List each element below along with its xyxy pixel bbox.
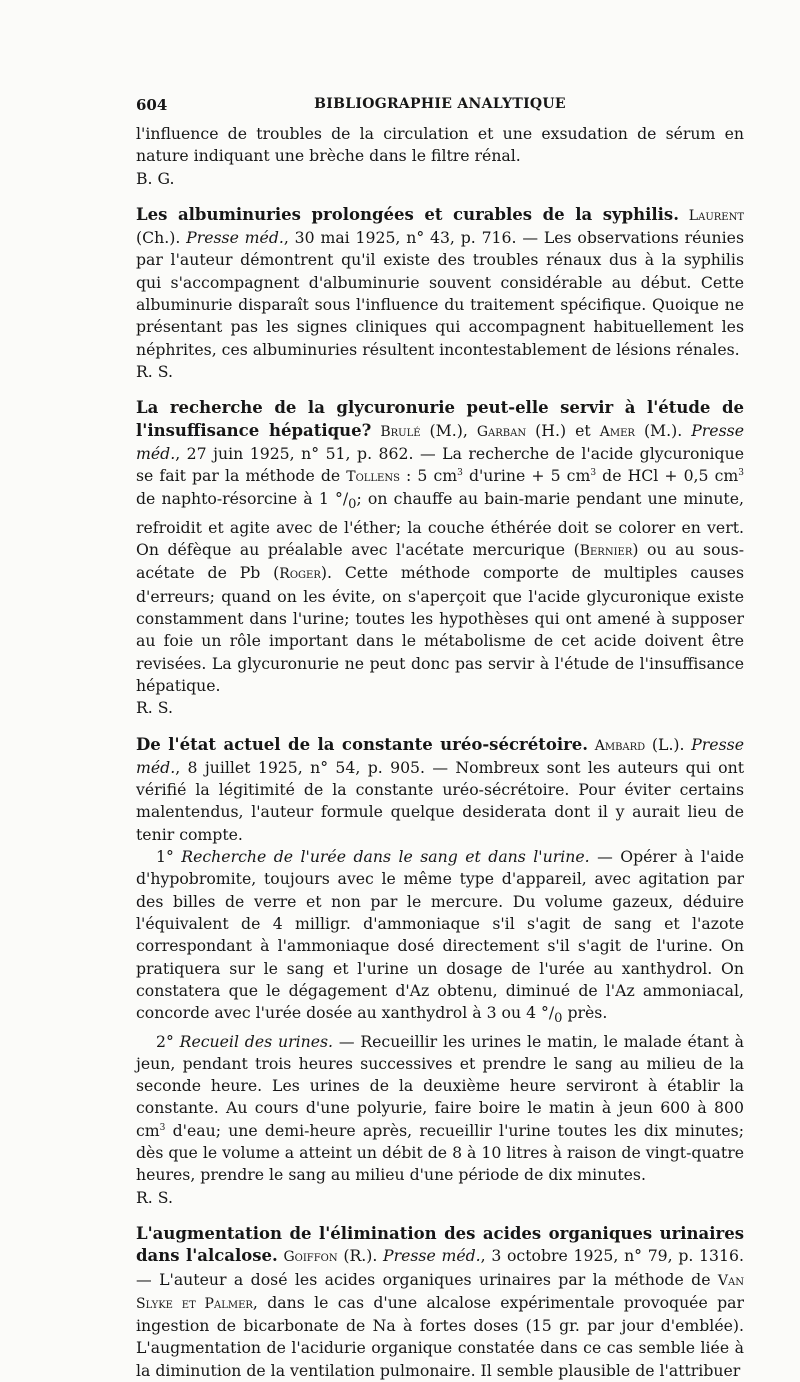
- author-name: Ambard: [594, 737, 646, 754]
- reference: , 3 octobre 1925, n° 79, p. 1316.: [480, 1246, 744, 1266]
- article-title: Les albuminuries prolongées et curables de la syphilis.: [136, 204, 679, 224]
- article-glycuronurie: La recherche de la glycuronurie peut-elle servir à l'étude de l'insuffisance hépatique? Brulé (M.), Garban (H.) et Amer (M.). Presse méd., 27 juin 1925, n° 51, p. 862. — La recherche de l'acide glycuronique se fait par la méthode de Tollens : 5 $cm^3$ d'urine + 5 $cm^3$ de HCl + 0,5 $cm^3$ de naphto-résorcine à 1 $^\circ/_0$; on chauffe au bain-marie pendant une minute, refroidit et agite avec de l'éther; la couche éthérée doit se colorer en vert. On défèque au préalable avec l'acétate mercurique (Bernier) ou au sous-acétate de Pb (Roger). Cette méthode comporte de multiples causes d'erreurs; quand on les évite, on s'aperçoit que l'acide glycuronique existe constamment dans l'urine; toutes les hypothèses qui ont amené à supposer au foie un rôle important dans le métabolisme de cet acide doivent être revisées. La glycuronurie ne peut donc pas servir à l'étude de l'insuffisance hépatique. R. S.: [136, 397, 744, 719]
- author-name: Brulé: [380, 423, 421, 440]
- article-constante: De l'état actuel de la constante uréo-sécrétoire. Ambard (L.). Presse méd., 8 juillet 1925, n° 54, p. 905. — Nombreux sont les auteurs qui ont vérifié la légitimité de la constante uréo-sécrétoire. Pour éviter certains malentendus, l'auteur formule quelque desiderata dont il y aurait lieu de tenir compte. 1° Recherche de l'urée dans le sang et dans l'urine. — Opérer à l'aide d'hypobromite, toujours avec le même type d'appareil, avec agitation par des billes de verre et non par le mercure. Du volume gazeux, déduire l'équivalent de 4 milligr. d'ammoniaque s'il s'agit de sang et l'azote correspondant à l'ammoniaque dosé directement s'il s'agit de l'urine. On pratiquera sur le sang et l'urine un dosage de l'urée au xanthydrol. On constatera que le dégagement d'Az obtenu, diminué de l'Az ammoniacal, concorde avec l'urée dosée au xanthydrol à 3 ou 4 $^\circ/_0$ près. 2° Recueil des urines. — Recueillir les urines le matin, le malade étant à jeun, pendant trois heures successives et prendre le sang au milieu de la seconde heure. Les urines de la deuxième heure serviront à établir la constante. Au cours d'une polyurie, faire boire le matin à jeun 600 à 800 $cm^3$ d'eau; une demi-heure après, recueillir l'urine toutes les dix minutes; dès que le volume a atteint un débit de 8 à 10 litres à raison de vingt-quatre heures, prendre le sang au milieu d'une période de dix minutes. R. S.: [136, 734, 744, 1209]
- page-number: 604: [136, 96, 168, 114]
- reference: , 27 juin 1925, n° 51, p. 862.: [175, 443, 414, 463]
- running-title: BIBLIOGRAPHIE ANALYTIQUE: [314, 96, 566, 112]
- cited-name: Roger: [279, 566, 321, 583]
- author-name: Garban: [476, 423, 527, 440]
- journal-name: Presse méd.: [186, 228, 284, 248]
- author-name: Amer: [599, 423, 635, 440]
- numbered-paragraph: 1° Recherche de l'urée dans le sang et dans l'urine. — Opérer à l'aide d'hypobromite, toujours avec le même type d'appareil, avec agitation par des billes de verre et non par le mercure. Du volume gazeux, déduire l'équivalent de 4 milligr. d'ammoniaque s'il s'agit de sang et l'azote correspondant à l'ammoniaque dosé directement s'il s'agit de l'urine. On pratiquera sur le sang et l'urine un dosage de l'urée au xanthydrol. On constatera que le dégagement d'Az obtenu, diminué de l'Az ammoniacal, concorde avec l'urée dosée au xanthydrol à 3 ou 4 $^\circ/_0$ près.: [136, 847, 744, 1027]
- signature: R. S.: [136, 698, 173, 718]
- journal-name: Presse méd.: [136, 734, 744, 777]
- continued-paragraph: l'influence de troubles de la circulation et une exsudation de sérum en nature indiquant une brèche dans le filtre rénal.: [136, 124, 744, 166]
- journal-name: Presse méd.: [136, 420, 744, 463]
- article-title: La recherche de la glycuronurie peut-elle servir à l'étude de l'insuffisance hépatique?: [136, 398, 744, 440]
- author-name: Laurent: [688, 207, 744, 224]
- signature: B. G.: [136, 168, 175, 188]
- article-body: — Nombreux sont les auteurs qui ont vérifié la légitimité de la constante uréo-sécrétoire. Pour éviter certains malentendus, l'auteur formule quelque desiderata dont il y aurait lieu de tenir compte.: [136, 757, 744, 844]
- reference: , 30 mai 1925, n° 43, p. 716.: [283, 228, 517, 248]
- signature: R. S.: [136, 361, 173, 381]
- article-albuminuries: Les albuminuries prolongées et curables de la syphilis. Laurent (Ch.). Presse méd., 30 mai 1925, n° 43, p. 716. — Les observations réunies par l'auteur démontrent qu'il existe des troubles rénaux dus à la syphilis qui s'accompagnent d'albuminurie souvent considérable au début. Cette albuminurie disparaît sous l'influence du traitement spécifique. Quoique ne présentant pas les signes cliniques qui accompagnent habituellement les néphrites, ces albuminuries résultent incontestablement de lésions rénales. R. S.: [136, 204, 744, 383]
- article-body: — Les observations réunies par l'auteur démontrent qu'il existe des troubles rénaux dus à la syphilis qui s'accompagnent d'albuminurie souvent considérable au début. Cette albuminurie disparaît sous l'influence du traitement spécifique. Quoique ne présentant pas les signes cliniques qui accompagnent habituellement les néphrites, ces albuminuries résultent incontestablement de lésions rénales.: [136, 228, 744, 359]
- cited-name: Van Slyke et Palmer: [136, 1272, 744, 1312]
- page-header: [136, 96, 744, 118]
- article-alcalose: L'augmentation de l'élimination des acides organiques urinaires dans l'alcalose. Goiffon (R.). Presse méd., 3 octobre 1925, n° 79, p. 1316. — L'auteur a dosé les acides organiques urinaires par la méthode de Van Slyke et Palmer, dans le cas d'une alcalose expérimentale provoquée par ingestion de bicarbonate de Na à fortes doses (15 gr. par jour d'emblée). L'augmentation de l'acidurie organique constatée dans ce cas semble liée à la diminution de la ventilation pulmonaire. Il semble plausible de l'attribuer: [136, 1223, 744, 1380]
- reference: , 8 juillet 1925, n° 54, p. 905.: [175, 757, 426, 777]
- numbered-paragraph: 2° Recueil des urines. — Recueillir les urines le matin, le malade étant à jeun, pendant trois heures successives et prendre le sang au milieu de la seconde heure. Les urines de la deuxième heure serviront à établir la constante. Au cours d'une polyurie, faire boire le matin à jeun 600 à 800 $cm^3$ d'eau; une demi-heure après, recueillir l'urine toutes les dix minutes; dès que le volume a atteint un débit de 8 à 10 litres à raison de vingt-quatre heures, prendre le sang au milieu d'une période de dix minutes.: [136, 1031, 744, 1185]
- cited-name: Tollens: [346, 469, 400, 486]
- cited-name: Bernier: [579, 543, 633, 560]
- page-content: [136, 123, 744, 1382]
- signature: R. S.: [136, 1187, 173, 1207]
- author-name: Goiffon: [283, 1249, 338, 1266]
- journal-name: Presse méd.: [383, 1246, 481, 1266]
- article-title: De l'état actuel de la constante uréo-sécrétoire.: [136, 734, 589, 754]
- article-title: L'augmentation de l'élimination des acides organiques urinaires dans l'alcalose.: [136, 1223, 744, 1266]
